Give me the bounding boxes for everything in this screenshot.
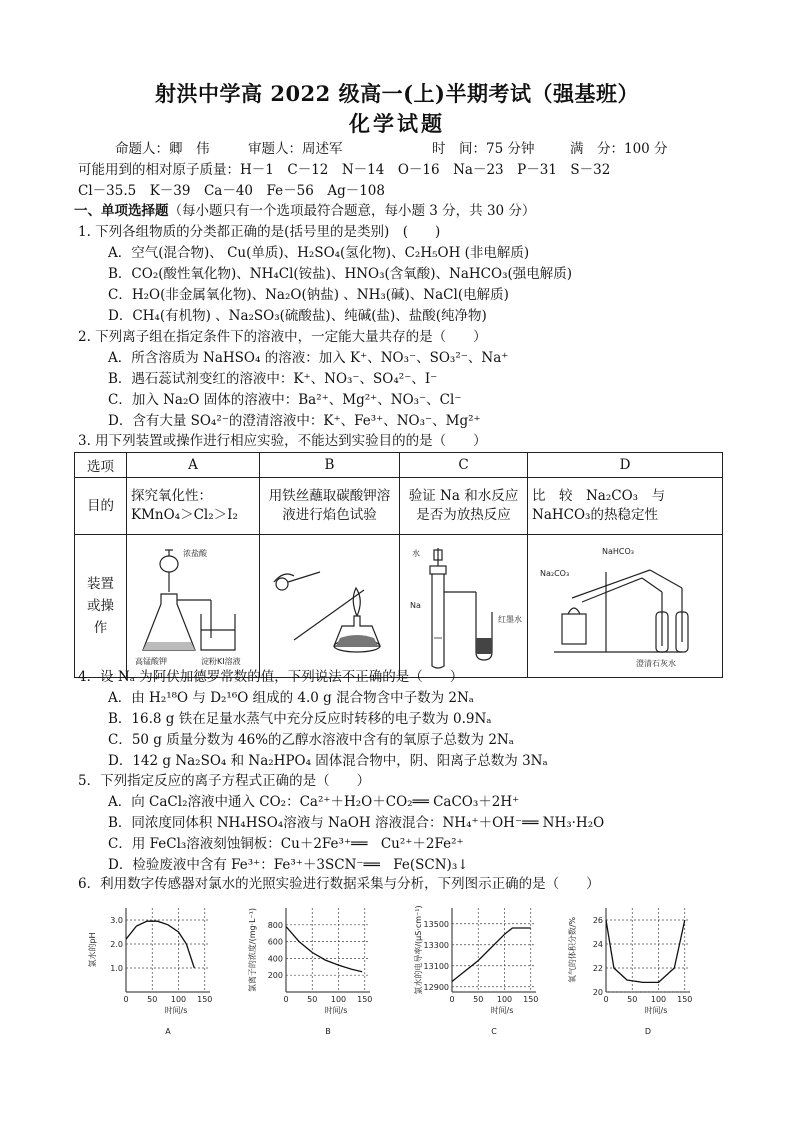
q4-stem: 4．设 Nₐ 为阿伏加德罗常数的值，下列说法不正确的是（ ） (78, 669, 464, 685)
y-tick-label: 1.0 (110, 964, 123, 973)
q5-option-c: C．用 FeCl₃溶液刻蚀铜板：Cu＋2Fe³⁺══ Cu²⁺＋2Fe²⁺ (108, 836, 464, 852)
y-tick-label: 600 (267, 937, 283, 947)
chart-a (86, 900, 226, 1040)
label-conc-hcl: 浓盐酸 (183, 549, 207, 558)
x-tick-label: 50 (147, 995, 158, 1004)
purpose-d: 比 较 Na₂CO₃ 与 NaHCO₃的热稳定性 (528, 478, 723, 535)
y-tick-label: 13100 (423, 961, 449, 971)
y-tick-label: 13300 (423, 940, 449, 950)
x-tick-label: 50 (473, 995, 484, 1004)
q4-option-d: D．142 g Na₂SO₄ 和 Na₂HPO₄ 固体混合物中，阴、阳离子总数为 3Nₐ (108, 753, 548, 769)
table-header-d: D (528, 453, 723, 478)
series-line (286, 927, 362, 972)
apparatus-a-image (131, 542, 256, 670)
label-sodium: Na (410, 601, 421, 610)
section-title: 一、单项选择题 (74, 203, 169, 219)
y-tick-label: 26 (592, 916, 603, 925)
chart-caption: C (491, 1027, 497, 1036)
x-tick-label: 0 (283, 995, 289, 1004)
x-tick-label: 150 (357, 995, 373, 1004)
label-nahco3: NaHCO₃ (602, 547, 634, 556)
y-axis-label: 氯水的电导率/(μS·cm⁻¹) (414, 905, 423, 995)
q4-option-c: C．50 g 质量分数为 46%的乙醇水溶液中含有的氧原子总数为 2Nₐ (108, 732, 514, 748)
x-axis-label: 时间/s (324, 1006, 348, 1015)
device-label: 装置或操作 (75, 535, 127, 678)
y-axis-label: 氧气的体积分数/% (568, 916, 577, 984)
table-header-a: A (127, 453, 260, 478)
q2-option-a: A．所含溶质为 NaHSO₄ 的溶液：加入 K⁺、NO₃⁻、SO₃²⁻、Na⁺ (108, 350, 509, 366)
atomic-masses-2: Cl－35.5 K－39 Ca－40 Fe－56 Ag－108 (78, 183, 385, 199)
label-red-ink: 红墨水 (498, 615, 522, 624)
x-axis-label: 时间/s (490, 1006, 514, 1015)
reviewer: 审题人：周述军 (248, 141, 343, 157)
q1-option-b: B．CO₂(酸性氧化物)、NH₄Cl(铵盐)、HNO₃(含氧酸)、NaHCO₃(强电解质) (108, 266, 573, 282)
q4-option-b: B．16.8 g 铁在足量水蒸气中充分反应时转移的电子数为 0.9Nₐ (108, 711, 492, 727)
q1-option-a: A．空气(混合物)、 Cu(单质)、H₂SO₄(氢化物)、C₂H₅OH (非电解质) (108, 245, 530, 261)
purpose-c: 验证 Na 和水反应是否为放热反应 (400, 478, 528, 535)
q5-option-b: B．同浓度同体积 NH₄HSO₄溶液与 NaOH 溶液混合：NH₄⁺＋OH⁻══ NH₃·H₂O (108, 815, 605, 831)
chart-caption: A (165, 1027, 171, 1036)
purpose-label: 目的 (75, 478, 127, 535)
setter: 命题人：卿 伟 (115, 141, 210, 157)
y-tick-label: 2.0 (110, 940, 123, 949)
y-axis-label: 氯水的pH (88, 932, 97, 968)
exam-score: 满 分：100 分 (570, 141, 668, 157)
table-header-option: 选项 (75, 453, 127, 478)
q5-stem: 5．下列指定反应的离子方程式正确的是（ ） (78, 773, 371, 789)
apparatus-b-image (264, 542, 396, 670)
y-tick-label: 3.0 (110, 916, 123, 925)
exam-time: 时 间：75 分钟 (432, 141, 535, 157)
q1-option-d: D．CH₄(有机物) 、Na₂SO₃(硫酸盐)、纯碱(盐)、盐酸(纯净物) (108, 308, 487, 324)
section-note: （每小题只有一个选项最符合题意，每小题 3 分，共 30 分） (168, 203, 536, 219)
x-tick-label: 0 (449, 995, 455, 1004)
device-a (127, 535, 260, 678)
device-c (400, 535, 528, 678)
x-tick-label: 150 (677, 995, 693, 1004)
x-tick-label: 150 (197, 995, 213, 1004)
q1-stem: 1. 下列各组物质的分类都正确的是(括号里的是类别) ( ) (78, 224, 441, 240)
table-header-b: B (260, 453, 400, 478)
chart-a-svg (86, 900, 226, 1040)
x-axis-label: 时间/s (164, 1006, 188, 1015)
x-tick-label: 100 (650, 995, 667, 1004)
x-tick-label: 100 (330, 995, 347, 1004)
label-na2co3: Na₂CO₃ (540, 569, 570, 578)
x-tick-label: 50 (627, 995, 638, 1004)
chart-b-svg (246, 900, 386, 1040)
x-tick-label: 100 (496, 995, 513, 1004)
q5-option-d: D．检验废液中含有 Fe³⁺：Fe³⁺＋3SCN⁻══ Fe(SCN)₃↓ (108, 857, 469, 873)
x-tick-label: 0 (603, 995, 609, 1004)
atomic-masses-1: 可能用到的相对原子质量：H－1 C－12 N－14 O－16 Na－23 P－31 S－32 (78, 162, 611, 178)
purpose-a: 探究氧化性：KMnO₄＞Cl₂＞I₂ (127, 478, 260, 535)
chart-d-svg (566, 900, 706, 1040)
label-water: 水 (412, 549, 420, 558)
y-tick-label: 200 (267, 971, 283, 981)
y-tick-label: 400 (267, 954, 283, 964)
exam-title: 射洪中学高 2022 级高一(上)半期考试（强基班） (155, 81, 639, 106)
x-tick-label: 0 (123, 995, 129, 1004)
q2-option-d: D．含有大量 SO₄²⁻的澄清溶液中：K⁺、Fe³⁺、NO₃⁻、Mg²⁺ (108, 413, 481, 429)
x-tick-label: 50 (307, 995, 318, 1004)
y-tick-label: 13500 (423, 919, 449, 929)
chart-b (246, 900, 386, 1040)
q2-option-c: C．加入 Na₂O 固体的溶液中：Ba²⁺、Mg²⁺、NO₃⁻、Cl⁻ (108, 392, 462, 408)
chart-caption: D (644, 1027, 652, 1036)
section-heading (74, 201, 535, 221)
x-tick-label: 100 (170, 995, 187, 1004)
chart-c-svg (412, 900, 552, 1040)
q3-stem: 3. 用下列装置或操作进行相应实验，不能达到实验目的的是（ ） (78, 433, 487, 449)
apparatus-c-image (404, 542, 524, 670)
x-axis-label: 时间/s (644, 1006, 668, 1015)
x-tick-label: 150 (523, 995, 539, 1004)
q1-option-c: C．H₂O(非金属氧化物)、Na₂O(钠盐) 、NH₃(碱)、NaCl(电解质) (108, 287, 509, 303)
chart-d (566, 900, 706, 1040)
y-tick-label: 24 (592, 940, 603, 949)
purpose-b: 用铁丝蘸取碳酸钾溶液进行焰色试验 (260, 478, 400, 535)
q2-option-b: B．遇石蕊试剂变红的溶液中：K⁺、NO₃⁻、SO₄²⁻、I⁻ (108, 371, 438, 387)
device-b (260, 535, 400, 678)
label-ki-solution: 淀粉KI溶液 (201, 657, 241, 666)
experiment-table (74, 452, 723, 678)
series-line (126, 921, 194, 968)
chart-c (412, 900, 552, 1040)
q5-option-a: A．向 CaCl₂溶液中通入 CO₂：Ca²⁺＋H₂O＋CO₂══ CaCO₃＋2H⁺ (108, 794, 520, 810)
series-line (452, 928, 531, 982)
device-d (528, 535, 723, 678)
q2-stem: 2. 下列离子组在指定条件下的溶液中，一定能大量共存的是（ ） (78, 329, 487, 345)
y-tick-label: 12900 (423, 982, 449, 992)
y-tick-label: 22 (592, 964, 603, 973)
label-limewater: 澄清石灰水 (636, 659, 676, 668)
y-tick-label: 20 (592, 988, 603, 997)
series-line (606, 920, 685, 982)
q6-stem: 6．利用数字传感器对氯水的光照实验进行数据采集与分析，下列图示正确的是（ ） (78, 876, 600, 892)
apparatus-d-image (532, 542, 718, 670)
label-kmno4: 高锰酸钾 (135, 657, 167, 666)
q4-option-a: A．由 H₂¹⁸O 与 D₂¹⁶O 组成的 4.0 g 混合物含中子数为 2Nₐ (108, 690, 475, 706)
y-tick-label: 800 (267, 920, 283, 930)
table-header-c: C (400, 453, 528, 478)
y-axis-label: 氯离子的浓度/(mg·L⁻¹) (248, 907, 257, 993)
exam-subtitle: 化学试题 (349, 111, 445, 136)
chart-caption: B (325, 1027, 331, 1036)
